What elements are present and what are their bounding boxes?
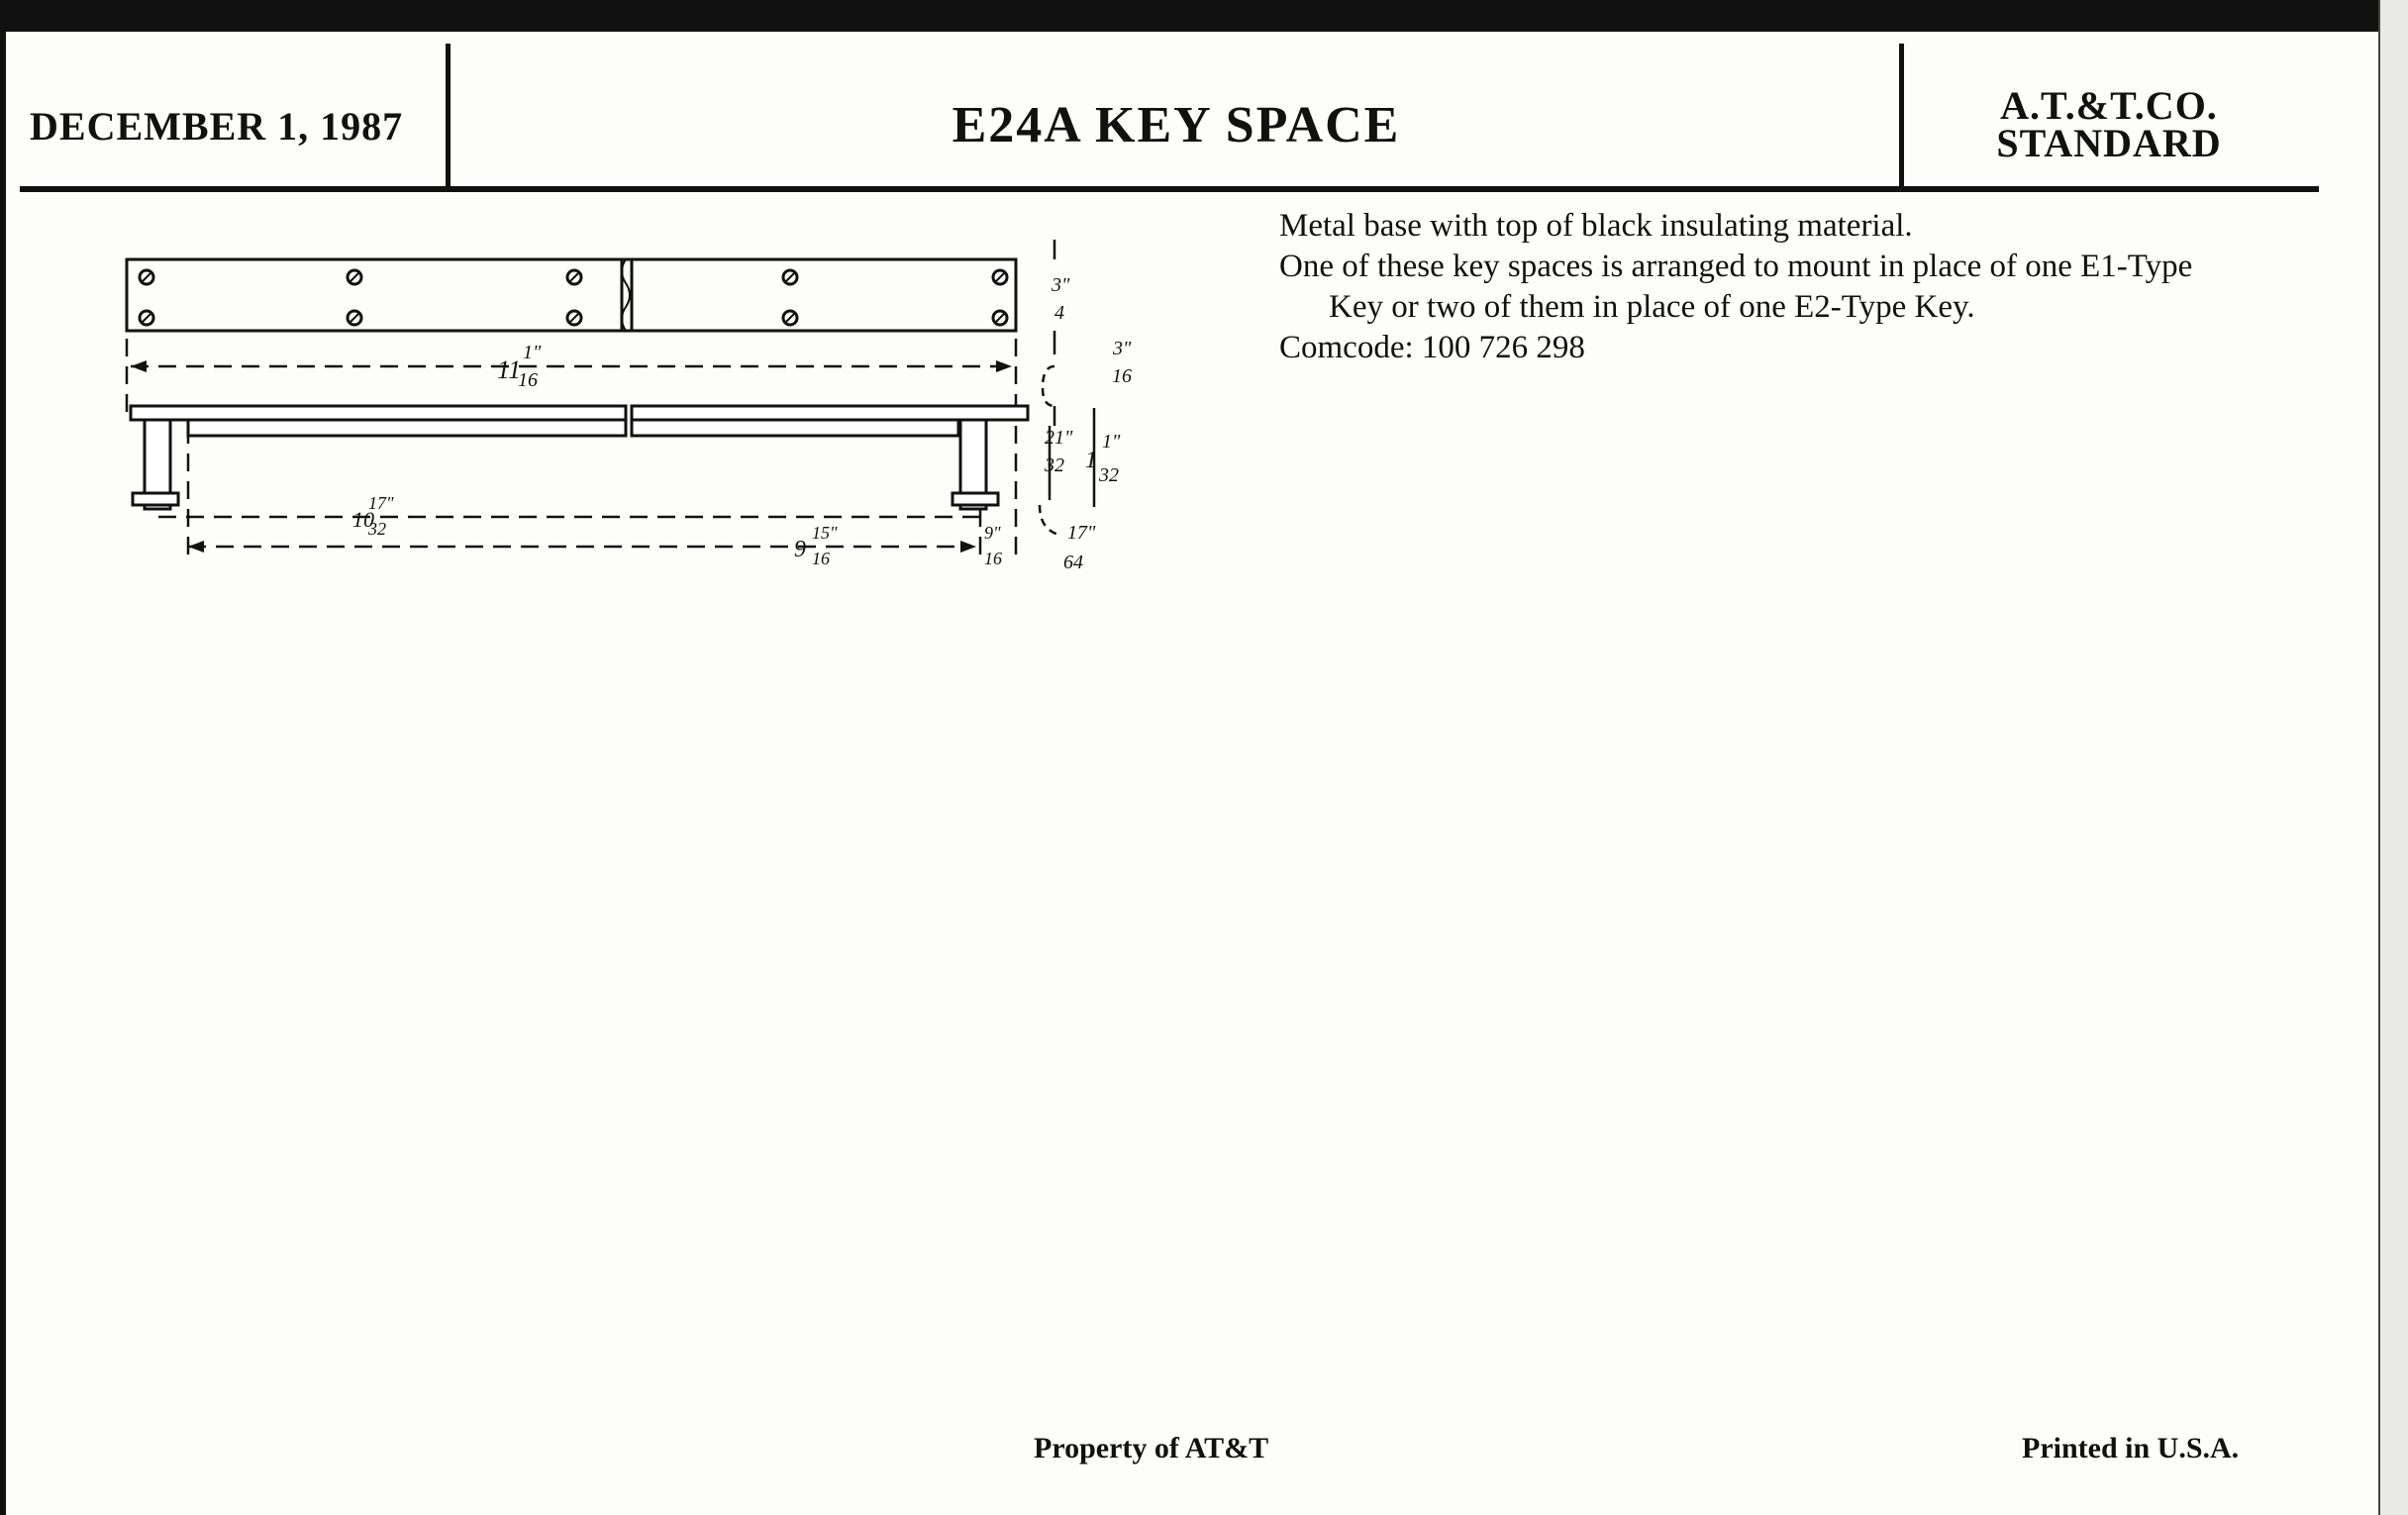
footer-property: Property of AT&T xyxy=(1034,1432,1269,1464)
dim-foot-den: 64 xyxy=(1063,552,1083,573)
dim-total-num: 1" xyxy=(1102,431,1121,453)
technical-drawing xyxy=(109,228,1198,584)
footer-printed: Printed in U.S.A. xyxy=(2022,1432,2240,1464)
description-line-1: Metal base with top of black insulating material. xyxy=(1279,208,1913,244)
dim-leg-num: 21" xyxy=(1045,427,1073,449)
dim-small-den: 16 xyxy=(984,549,1002,568)
dim-total-den: 32 xyxy=(1099,464,1119,486)
standard-line-2: STANDARD xyxy=(1996,121,2222,165)
page-title: E24A KEY SPACE xyxy=(952,97,1401,153)
dim-inner-den: 16 xyxy=(812,549,830,568)
dim-foot-num: 17" xyxy=(1067,522,1096,544)
header-date: DECEMBER 1, 1987 xyxy=(30,104,404,149)
dim-height-num: 3" xyxy=(1052,274,1070,296)
dim-total-whole: 1 xyxy=(1085,448,1097,473)
dim-length-den: 16 xyxy=(518,369,538,391)
side-view-top xyxy=(131,406,626,420)
dim-inner-num: 15" xyxy=(812,523,838,543)
dim-height-den: 4 xyxy=(1054,302,1064,324)
dim-span-whole: 10 xyxy=(352,507,374,532)
dim-top-den: 16 xyxy=(1112,365,1132,387)
dim-length-whole: 11 xyxy=(497,355,522,384)
dim-span-num: 17" xyxy=(368,493,394,513)
side-view-base xyxy=(188,420,626,436)
dim-small-num: 9" xyxy=(984,523,1001,543)
header-divider-left xyxy=(446,44,451,190)
standard-line-1: A.T.&T.CO. xyxy=(2000,83,2218,128)
description-line-2: One of these key spaces is arranged to mount in place of one E1-Type xyxy=(1279,249,2193,284)
description-line-3: Key or two of them in place of one E2-Type Key. xyxy=(1329,289,1975,325)
header-rule xyxy=(20,186,2319,192)
dim-span-den: 32 xyxy=(368,519,386,539)
top-view-left-plate xyxy=(127,259,632,331)
scan-edge xyxy=(2378,0,2408,1515)
dim-inner-whole: 9 xyxy=(794,537,806,562)
standard-label xyxy=(1901,83,2317,165)
top-view-right-plate xyxy=(622,259,1016,331)
dim-leg-den: 32 xyxy=(1045,454,1064,476)
dim-length-num: 1" xyxy=(523,342,542,363)
description xyxy=(1279,206,2192,368)
description-comcode: Comcode: 100 726 298 xyxy=(1279,330,1585,365)
dim-top-num: 3" xyxy=(1113,338,1132,359)
